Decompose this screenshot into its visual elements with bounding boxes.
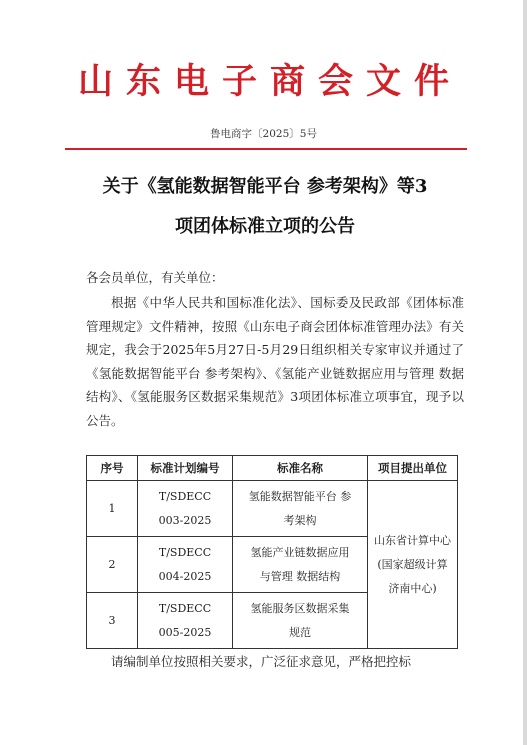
document-number: 鲁电商字〔2025〕5号	[210, 128, 317, 140]
masthead-title: 山东电子商会文件	[77, 61, 462, 102]
standards-table	[86, 455, 458, 649]
proposing-unit-cell: 山东省计算中心 (国家超级计算 济南中心)	[368, 481, 458, 649]
body-paragraph: 根据《中华人民共和国标准化法》、国标委及民政部《团体标准管理规定》文件精神，按照《山东电子商会团体标准管理办法》有关规定，我会于2025年5月27日-5月29日组织相关专家审议并通过了《氢能数据智能平台 参考架构》、《氢能产业链数据应用与管理 数据结构》、《氢能服务区数据采集规范》3项团体标准立项事宜，现予以公告。	[86, 295, 464, 428]
serial-cell: 3	[87, 593, 138, 649]
standard-name-cell: 氢能服务区数据采集 规范	[233, 593, 368, 649]
plan-code-cell: T/SDECC 003-2025	[138, 481, 233, 537]
header-plan-code: 标准计划编号	[138, 456, 233, 481]
standard-name-cell: 氢能产业链数据应用 与管理 数据结构	[233, 537, 368, 593]
document-title-line-2: 项团体标准立项的公告	[175, 216, 355, 237]
plan-code-cell: T/SDECC 004-2025	[138, 537, 233, 593]
header-serial: 序号	[87, 456, 138, 481]
header-proposing-unit: 项目提出单位	[368, 456, 458, 481]
serial-cell: 1	[87, 481, 138, 537]
masthead-divider	[65, 148, 467, 150]
table-row	[87, 481, 458, 537]
plan-code-cell: T/SDECC 005-2025	[138, 593, 233, 649]
page-edge	[523, 0, 527, 745]
document-title-line-1: 关于《氢能数据智能平台 参考架构》等3	[102, 176, 428, 197]
closing-paragraph: 请编制单位按照相关要求，广泛征求意见，严格把控标	[111, 654, 412, 669]
table-header-row	[87, 456, 458, 481]
header-standard-name: 标准名称	[233, 456, 368, 481]
salutation: 各会员单位，有关单位：	[86, 270, 224, 285]
standard-name-cell: 氢能数据智能平台 参 考架构	[233, 481, 368, 537]
serial-cell: 2	[87, 537, 138, 593]
